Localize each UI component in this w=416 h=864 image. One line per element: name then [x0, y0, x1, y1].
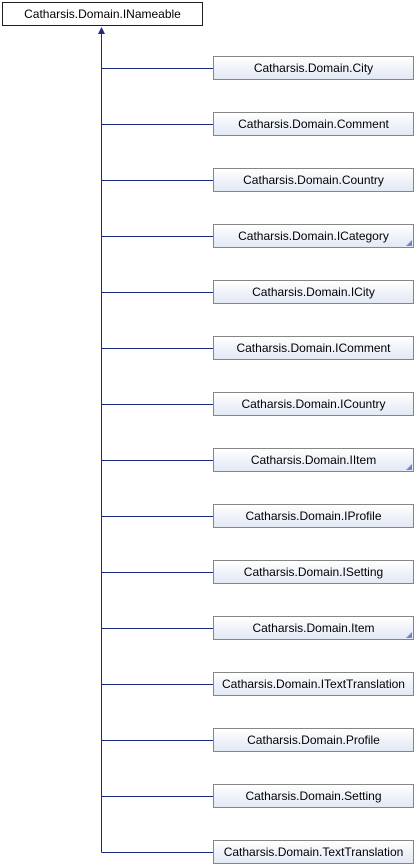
- fold-corner-icon: [406, 240, 412, 246]
- class-node[interactable]: [213, 280, 414, 304]
- class-node[interactable]: [213, 168, 414, 192]
- class-node-label: Catharsis.Domain.Profile: [247, 733, 380, 747]
- class-node-label: Catharsis.Domain.Item: [252, 621, 375, 635]
- class-node-label: Catharsis.Domain.Setting: [245, 789, 382, 803]
- class-node-label: Catharsis.Domain.IProfile: [245, 509, 382, 523]
- class-node-label: Catharsis.Domain.TextTranslation: [223, 845, 404, 859]
- class-node-label: Catharsis.Domain.City: [253, 61, 374, 75]
- class-node-label: Catharsis.Domain.IComment: [236, 341, 391, 355]
- class-node[interactable]: [213, 224, 414, 248]
- class-node[interactable]: [213, 616, 414, 640]
- class-node[interactable]: [213, 784, 414, 808]
- class-node[interactable]: [213, 504, 414, 528]
- class-node-label: Catharsis.Domain.Country: [243, 173, 384, 187]
- class-node[interactable]: [213, 560, 414, 584]
- class-node-label: Catharsis.Domain.Comment: [238, 117, 389, 131]
- class-node[interactable]: [213, 112, 414, 136]
- class-node[interactable]: [213, 448, 414, 472]
- class-node-label: Catharsis.Domain.ICountry: [241, 397, 386, 411]
- class-node-label: Catharsis.Domain.ITextTranslation: [222, 677, 405, 691]
- class-node-label: Catharsis.Domain.ICategory: [238, 229, 389, 243]
- class-node[interactable]: [213, 672, 414, 696]
- class-node-label: Catharsis.Domain.ICity: [252, 285, 375, 299]
- root-node-inameable: Catharsis.Domain.INameable: [2, 2, 203, 26]
- fold-corner-icon: [406, 632, 412, 638]
- class-node[interactable]: [213, 840, 414, 864]
- fold-corner-icon: [406, 464, 412, 470]
- inheritance-arrow-icon: [98, 27, 105, 34]
- class-node[interactable]: [213, 392, 414, 416]
- class-node[interactable]: [213, 56, 414, 80]
- class-node-label: Catharsis.Domain.ISetting: [243, 565, 384, 579]
- class-node[interactable]: [213, 336, 414, 360]
- class-node-label: Catharsis.Domain.IItem: [250, 453, 377, 467]
- class-node[interactable]: [213, 728, 414, 752]
